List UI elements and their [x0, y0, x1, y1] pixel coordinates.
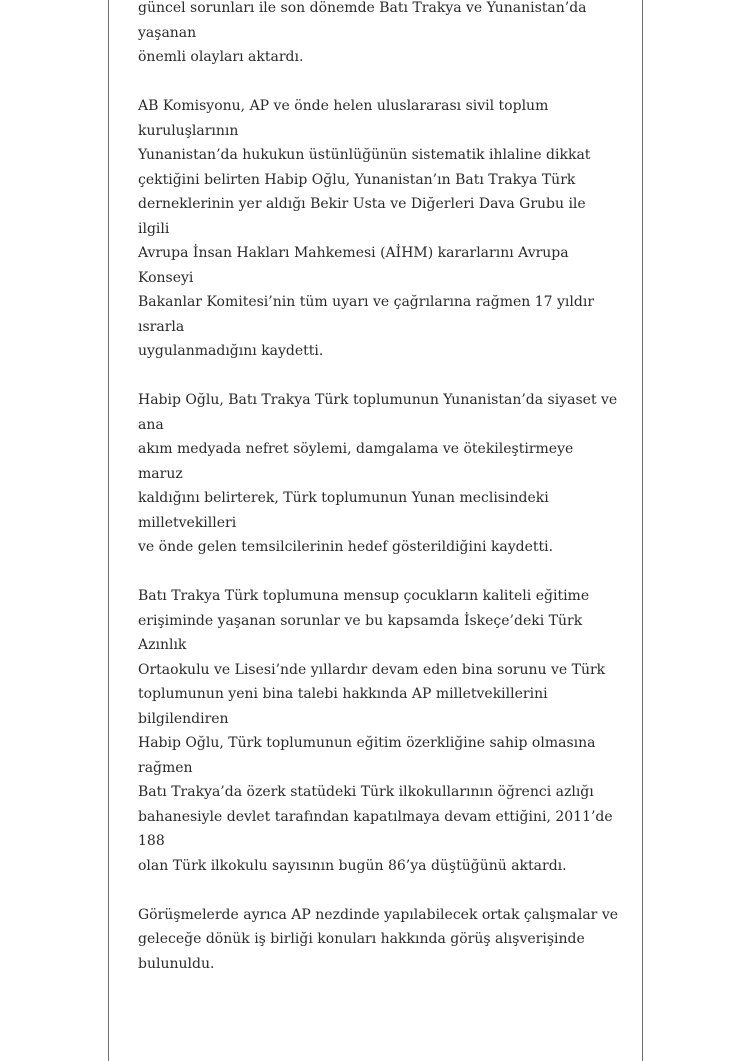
paragraph-3: Habip Oğlu, Batı Trakya Türk toplumunun Yunanistan’da siyaset ve ana akım medyada nefret söylemi, damgalama ve ötekileştirmeye maruz kaldığını belirterek, Türk toplumunun Yunan meclisindeki milletvekilleri ve önde gelen temsilcilerinin hedef gösterildiğini kaydetti. [138, 392, 618, 555]
paragraph-5: Görüşmelerde ayrıca AP nezdinde yapılabilecek ortak çalışmalar ve geleceğe dönük iş birliği konuları hakkında görüş alışverişinde bulunuldu. [138, 906, 619, 972]
paragraph-2: AB Komisyonu, AP ve önde helen uluslararası sivil toplum kuruluşlarının Yunanistan’da hukukun üstünlüğünün sistematik ihlaline dikkat çektiğini belirten Habip Oğlu, Yunanistan’ın Batı Trakya Türk derneklerinin yer aldığı Bekir Usta ve Diğerleri Dava Grubu ile ilgili Avrupa İnsan Hakları Mahkemesi (AİHM) kararlarını Avrupa Konseyi Bakanlar Komitesi’nin tüm uyarı ve çağrılarına rağmen 17 yıldır ısrarla uygulanmadığını kaydetti. [138, 98, 595, 359]
paragraph-1: güncel sorunları ile son dönemde Batı Trakya ve Yunanistan’da yaşanan önemli olayları aktardı. [138, 0, 587, 65]
article-body [138, 0, 618, 1001]
paragraph-4: Batı Trakya Türk toplumuna mensup çocukların kaliteli eğitime erişiminde yaşanan sorunlar ve bu kapsamda İskeçe’deki Türk Azınlık Ortaokulu ve Lisesi’nde yıllardır devam eden bina sorunu ve Türk toplumunun yeni bina talebi hakkında AP milletvekillerini bilgilendiren Habip Oğlu, Türk toplumunun eğitim özerkliğine sahip olmasına rağmen Batı Trakya’da özerk statüdeki Türk ilkokullarının öğrenci azlığı bahanesiyle devlet tarafından kapatılmaya devam ettiğini, 2011’de 188 olan Türk ilkokulu sayısının bugün 86’ya düştüğünü aktardı. [138, 588, 613, 874]
